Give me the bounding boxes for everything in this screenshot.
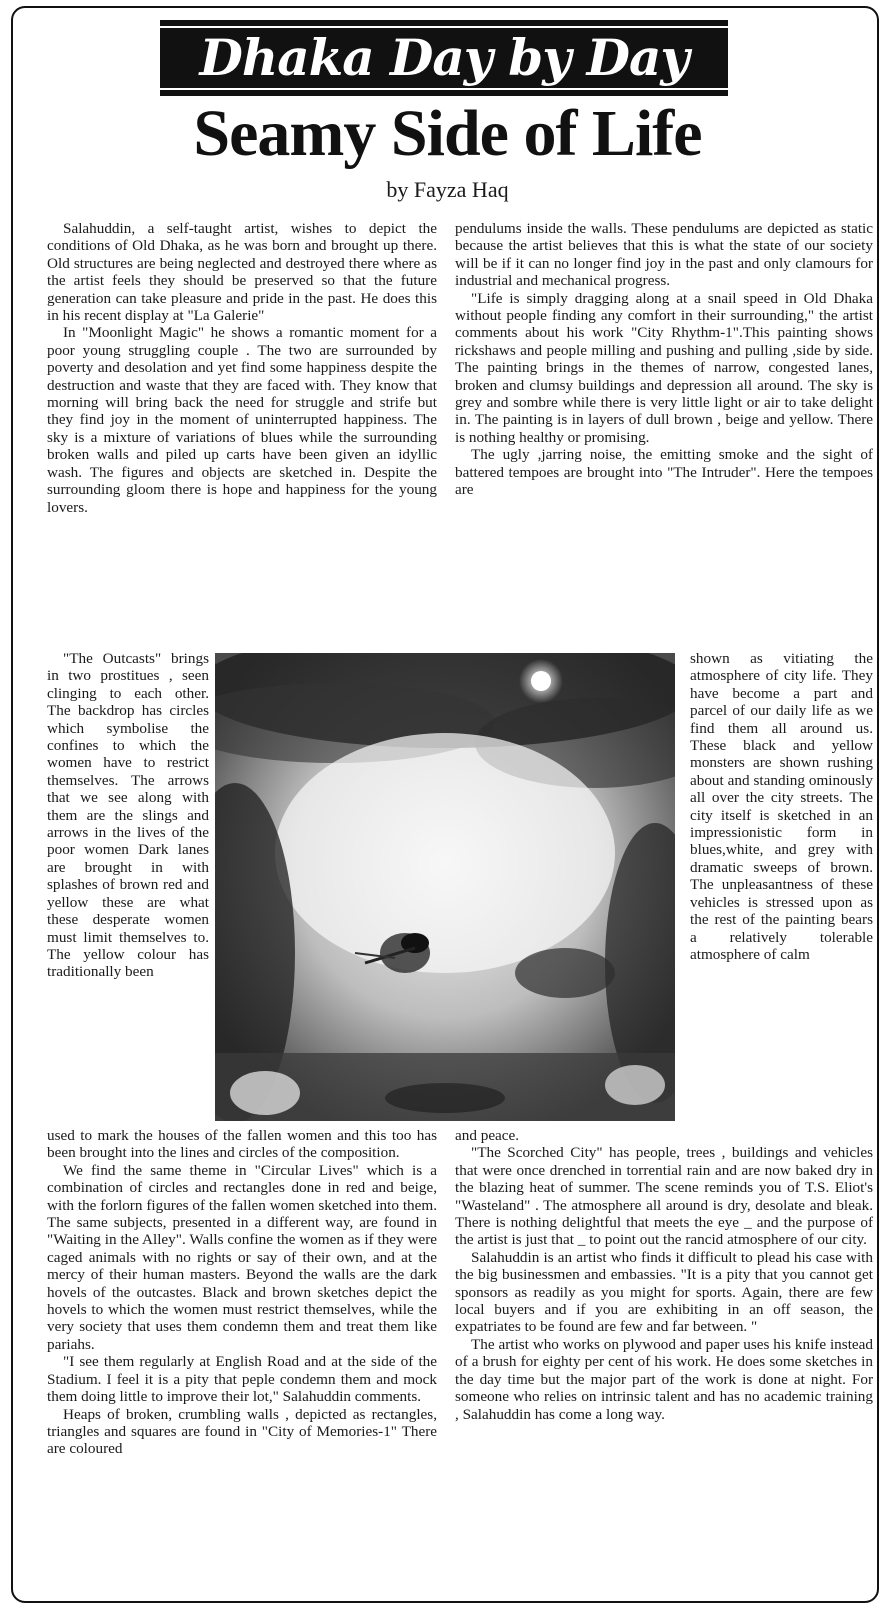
paragraph: pendulums inside the walls. These pendulums are depicted as static because the artist believes that this is what the state of our society will be if it can no longer find joy in the past and only clamours for industrial and mechanical progress. — [455, 220, 873, 290]
section-banner-title: Dhaka Day by Day — [199, 28, 689, 87]
paragraph: "I see them regularly at English Road and at the side of the Stadium. I feel it is a pity that peple condemn them and mock them doing little to improve their lot," Salahuddin comments. — [47, 1353, 437, 1406]
paragraph: used to mark the houses of the fallen women and this too has been brought into the lines and circles of the composition. — [47, 1127, 437, 1162]
column-right-top — [455, 220, 873, 499]
paragraph: The ugly ,jarring noise, the emitting smoke and the sight of battered tempoes are brought into "The Intruder". Here the tempoes are — [455, 446, 873, 499]
column-left-top — [47, 220, 437, 516]
headline: Seamy Side of Life — [193, 97, 702, 170]
paragraph: Salahuddin is an artist who finds it difficult to plead his case with the big businessmen and embassies. "It is a pity that you cannot get sponsors as readily as you might for sports. Again, there are few local buyers and if you are exhibiting in an off season, the expatriates to be found are few and far between. " — [455, 1248, 873, 1336]
wrap-text-left: "The Outcasts" brings in two prostitues , seen clinging to each other. The backdrop has circles which symbolise the confines to which the women have to restrict themselves. The arrows that we see along with them are the slings and arrows in the lives of the poor women Dark lanes are brought in with splashes of brown red and yellow these are what these desperate women must limit themselves to. The yellow colour has traditionally been — [47, 650, 209, 981]
paragraph: "Life is simply dragging along at a snail speed in Old Dhaka without people finding any comfort in their surrounding," the artist comments about his work "City Rhythm-1".This painting shows rickshaws and people milling and pushing and pulling ,side by side. The painting brings in the themes of narrow, congested lanes, broken and clumsy buildings and depression all around. The sky is grey and sombre while there is very little light or air to take delight in. The painting is in layers of dull brown , beige and yellow. There is nothing healthy or promising. — [455, 289, 873, 446]
paragraph: In "Moonlight Magic" he shows a romantic moment for a poor young struggling couple . The two are surrounded by poverty and desolation and yet find some happiness despite the destruction and waste that they are faced with. They know that morning will bring back the need for struggle and strife but they find joy in the moment of uninterrupted happiness. The sky is a mixture of variations of blues while the surrounding broken walls and piled up carts have been given an idyllic wash. The figures and objects are sketched in. Despite the surrounding gloom there is hope and happiness for the young lovers. — [47, 324, 437, 516]
paragraph: and peace. — [455, 1127, 520, 1144]
wrap-text-right: shown as vitiating the atmosphere of city life. They have become a part and parcel of our daily life as we find them all around us. These black and yellow monsters are shown rushing about and standing ominously all over the city streets. The city itself is sketched in an impressionistic form in blues,white, and grey with dramatic sweeps of brown. The unpleasantness of these vehicles is stressed upon as the rest of the painting bears a relatively tolerable atmosphere of calm — [690, 650, 873, 963]
paragraph: We find the same theme in "Circular Lives" which is a combination of circles and rectangles done in red and beige, with the forlorn figures of the fallen women sketched into them. The same subjects, presented in a different way, are found in "Waiting in the Alley". Walls confine the women as if they were caged animals with no rights or say of their own, and at the mercy of their human masters. Beyond the walls are the dark hovels of the outcastes. Black and brown sketches depict the hovels to which the women must restrict themselves, while the very society that uses them condemn them and treat them like pariahs. — [47, 1161, 437, 1353]
paragraph: The artist who works on plywood and paper uses his knife instead of a brush for eighty per cent of his work. He does some sketches in the day time but the major part of the work is done at night. For someone who relies on intrinsic talent and has no academic training , Salahuddin has come a long way. — [455, 1335, 873, 1423]
column-left-bottom — [47, 1127, 437, 1458]
painting-photo — [215, 653, 675, 1121]
paragraph: "The Scorched City" has people, trees , buildings and vehicles that were once drenched in torrential rain and are now baked dry in the blazing heat of summer. The scene reminds you of T.S. Eliot's "Wasteland" . The atmosphere all around is dry, desolate and bleak. There is nothing delightful that meets the eye _ and the purpose of the artist is just that _ to point out the rancid atmosphere of our city. — [455, 1144, 873, 1249]
column-right-bottom — [455, 1127, 873, 1423]
paragraph: Salahuddin, a self-taught artist, wishes to depict the conditions of Old Dhaka, as he was born and brought up there. Old structures are being neglected and destroyed there where as the artist feels they should be preserved so that the future generation can take pleasure and pride in the past. He does this in his recent display at "La Galerie" — [47, 220, 437, 325]
paragraph: Heaps of broken, crumbling walls , depicted as rectangles, triangles and squares are found in "City of Memories-1" There are coloured — [47, 1405, 437, 1458]
byline: by Fayza Haq — [386, 177, 509, 202]
